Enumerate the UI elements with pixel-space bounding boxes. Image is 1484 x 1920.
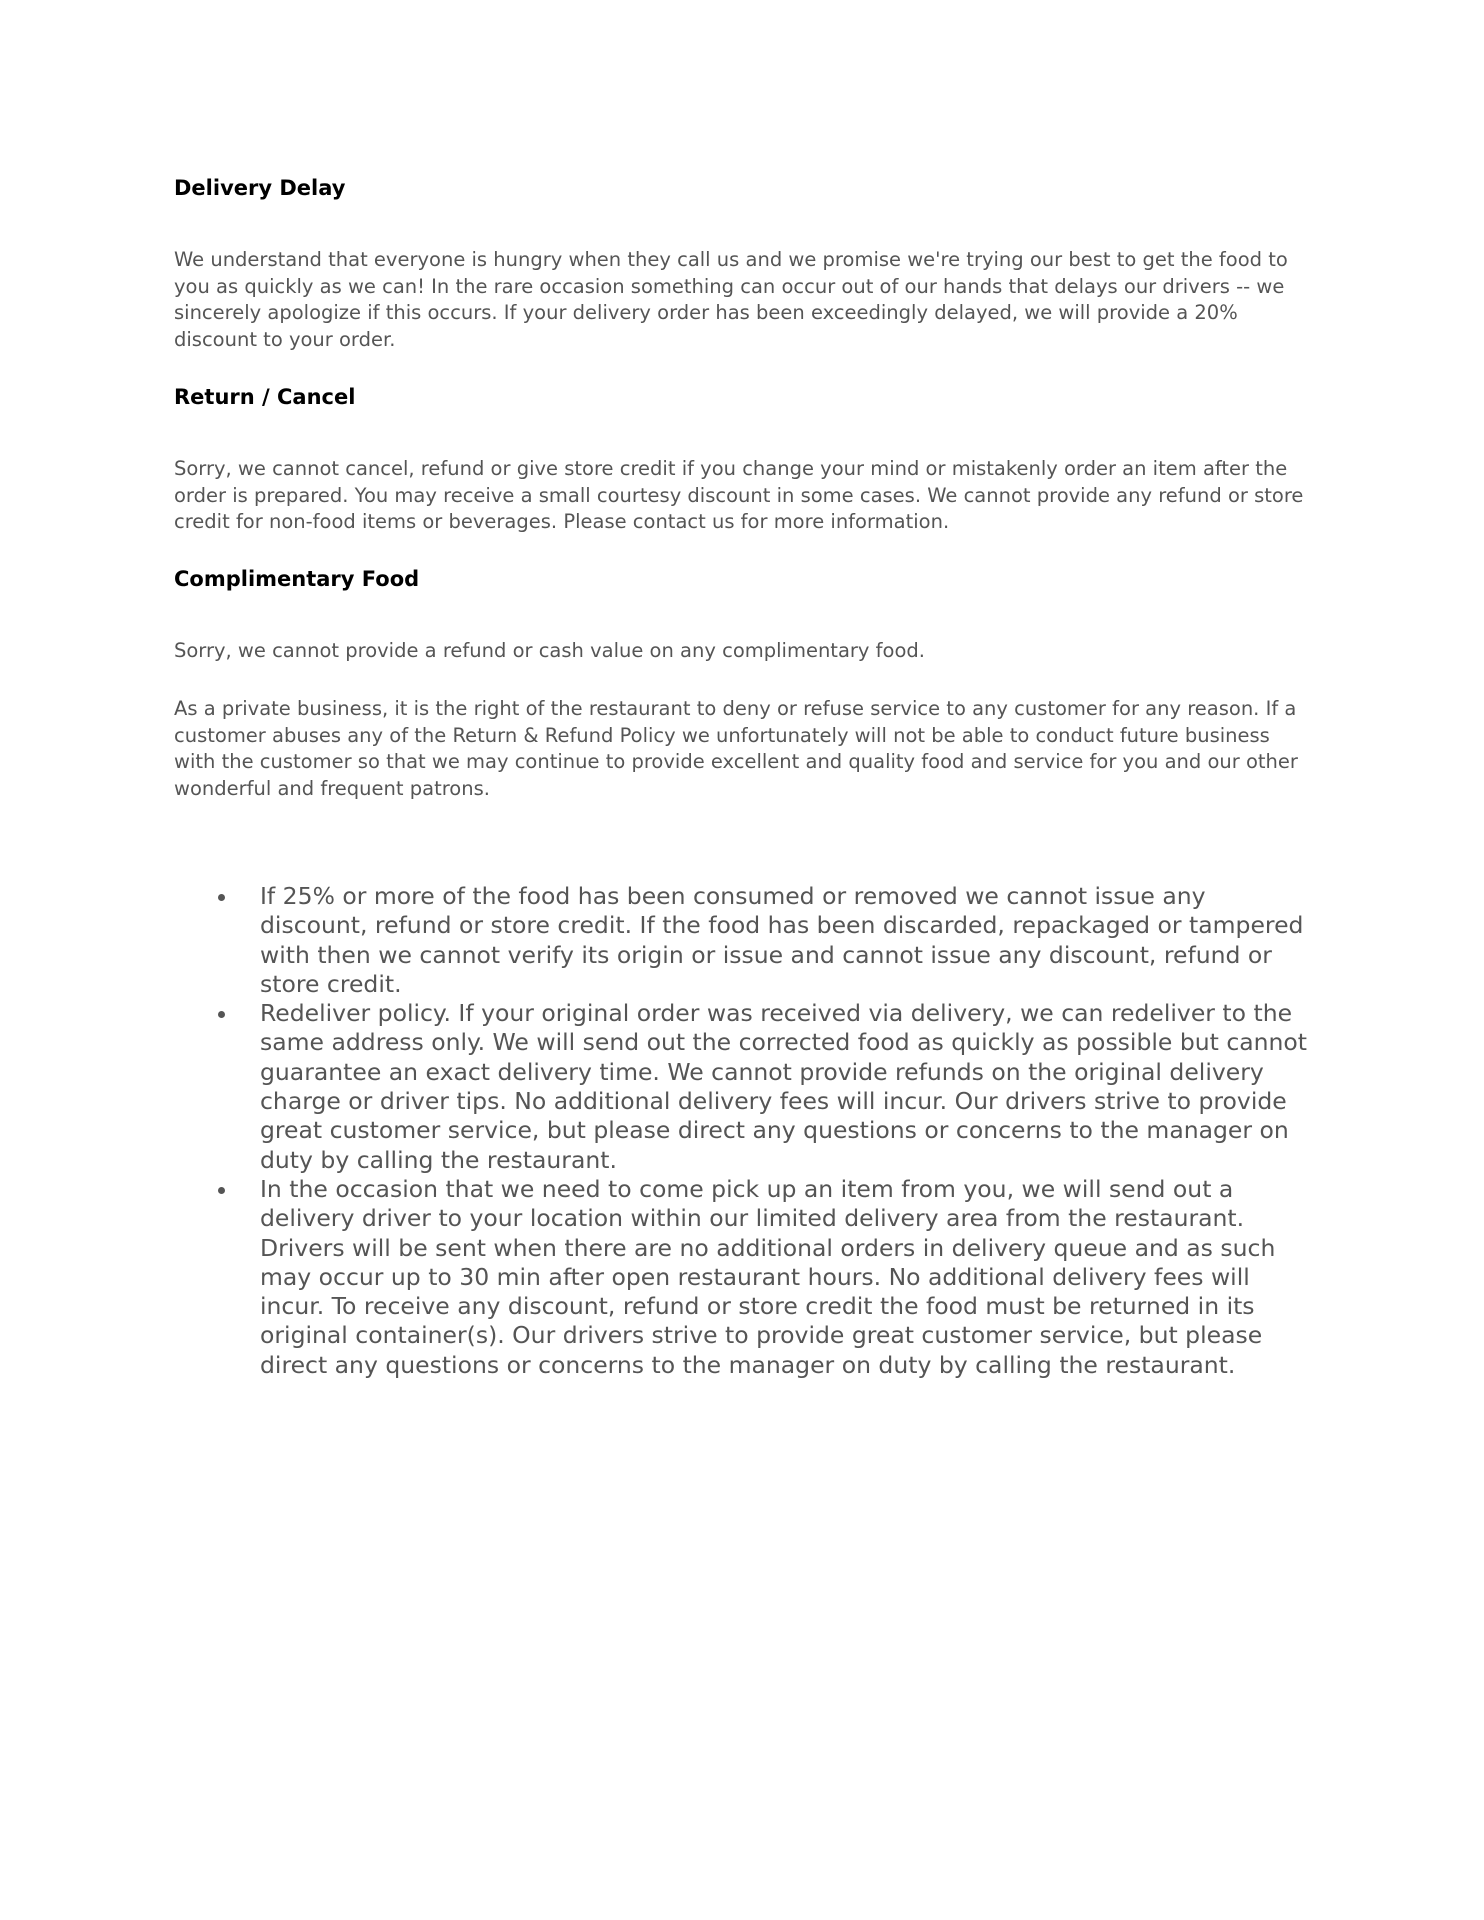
bullet-item-consumed xyxy=(174,882,1314,999)
bullet-item-redeliver xyxy=(174,999,1314,1175)
paragraph-private-business: As a private business, it is the right of the restaurant to deny or refuse service to any customer for any reason. If a customer abuses any of the Return & Refund Policy we unfortunately will not be able to conduct future business with the customer so that we may continue to provide excellent and quality food and service for you and our other wonderful and frequent patrons. xyxy=(174,697,1298,800)
bullet-dot-icon xyxy=(218,1187,225,1194)
heading-delivery-delay: Delivery Delay xyxy=(174,176,346,200)
bullet-text-pickup: In the occasion that we need to come pick up an item from you, we will send out a delivery driver to your location within our limited delivery area from the restaurant. Drivers will be sent when there are no additional orders in delivery queue and as such may occur up to 30 min after open restaurant hours. No additional delivery fees will incur. To receive any discount, refund or store credit the food must be returned in its original container(s). Our drivers strive to provide great customer service, but please direct any questions or concerns to the manager on duty by calling the restaurant. xyxy=(260,1174,1276,1379)
bullet-dot-icon xyxy=(218,1011,225,1018)
heading-complimentary-food: Complimentary Food xyxy=(174,567,420,591)
bullet-item-pickup xyxy=(174,1175,1314,1380)
bullet-text-redeliver: Redeliver policy. If your original order was received via delivery, we can redeliver to the same address only. We will send out the corrected food as quickly as possible but cannot guarantee an exact delivery time. We cannot provide refunds on the original delivery charge or driver tips. No additional delivery fees will incur. Our drivers strive to provide great customer service, but please direct any questions or concerns to the manager on duty by calling the restaurant. xyxy=(260,999,1308,1174)
bullet-text-consumed: If 25% or more of the food has been consumed or removed we cannot issue any discount, refund or store credit. If the food has been discarded, repackaged or tampered with then we cannot verify its origin or issue and cannot issue any discount, refund or store credit. xyxy=(260,882,1304,998)
paragraph-delivery-delay: We understand that everyone is hungry when they call us and we promise we're trying our best to get the food to you as quickly as we can! In the rare occasion something can occur out of our hands that delays our drivers -- we sincerely apologize if this occurs. If your delivery order has been exceedingly delayed, we will provide a 20% discount to your order. xyxy=(174,248,1288,351)
bullet-dot-icon xyxy=(218,894,225,901)
paragraph-complimentary-food: Sorry, we cannot provide a refund or cash value on any complimentary food. xyxy=(174,639,925,662)
paragraph-return-cancel: Sorry, we cannot cancel, refund or give store credit if you change your mind or mistakenly order an item after the order is prepared. You may receive a small courtesy discount in some cases. We cannot provide any refund or store credit for non-food items or beverages. Please contact us for more information. xyxy=(174,457,1304,533)
policy-bullet-list xyxy=(174,882,1314,1380)
heading-return-cancel: Return / Cancel xyxy=(174,385,356,409)
